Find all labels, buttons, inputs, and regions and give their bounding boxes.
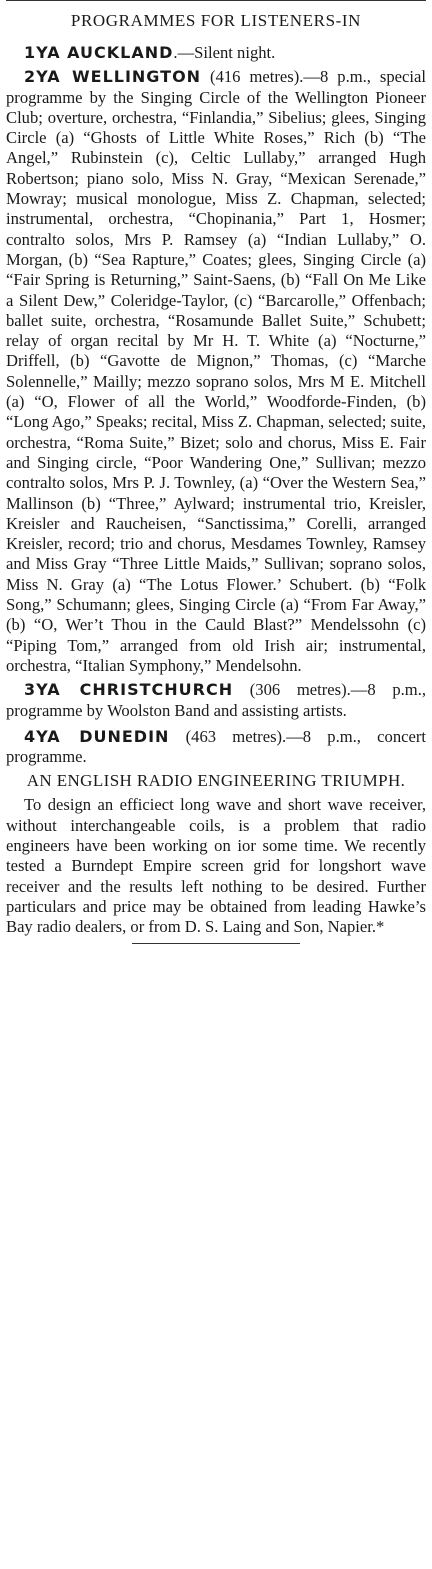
column-heading: PROGRAMMES FOR LISTENERS-IN xyxy=(70,11,362,30)
station-details: (306 metres).—8 p.m., programme by Woolston Band and assisting artists. xyxy=(6,680,426,720)
station-name: 3YA CHRISTCHURCH xyxy=(24,680,234,700)
bottom-rule xyxy=(132,943,300,944)
station-entry-wellington xyxy=(6,67,426,676)
article-body: To design an efficiect long wave and short wave receiver, without interchangeable coils, is a problem that radio engineers have been working on ior some time. We recently tested a Burndept Empire screen grid for longshort wave receiver and the results left nothing to be desired. Further particulars and price may be obtained from leading Hawke’s Bay radio dealers, or from D. S. Laing and Son, Napier.* xyxy=(6,795,426,937)
station-name: 2YA WELLINGTON xyxy=(24,67,202,87)
station-entry-christchurch xyxy=(6,680,426,721)
station-listings xyxy=(6,43,426,767)
station-name: 1YA AUCKLAND xyxy=(24,43,174,62)
station-entry-dunedin xyxy=(6,727,426,768)
article-title: AN ENGLISH RADIO ENGINEERING TRIUMPH. xyxy=(26,771,406,791)
station-entry-auckland xyxy=(6,43,426,63)
top-rule xyxy=(6,0,426,1)
article xyxy=(6,771,426,937)
station-details: (416 metres).—8 p.m., special programme by the Singing Circle of the Wellington Pioneer Club; overture, orchestra, “Finlandia,” Sibelius; glees, Singing Circle (a) “Ghosts of Little White Roses,” Rich (b) “The Angel,” Rubinstein (c), Celtic Lullaby,” arranged Hugh Robertson; piano solo, Miss N. Gray, “Mexican Serenade,” Mowray; musical monologue, Miss Z. Chapman, selected; instrumental, orchestra, “Chopinania,” Part 1, Hosmer; contralto solos, Mrs P. Ramsey (a) “Indian Lullaby,” O. Morgan, (b) “Sea Rapture,” Coates; glees, Singing Circle (a) “Fair Spring is Returning,” Saint-Saens, (b) “Fall On Me Like a Silent Dew,” Coleridge-Taylor, (c) “Barcarolle,” Offenbach; ballet suite, orchestra, “Rosamunde Ballet Suite,” Schubett; relay of organ recital by Mr H. T. White (a) “Nocturne,” Driffell, (b) “Gavotte de Mignon,” Thomas, (c) “Marche Solennelle,” Mailly; mezzo soprano solos, Mrs M E. Mitchell (a) “O, Flower of all the World,” Woodforde-Finden, (b) “Long Ago,” Speaks; recital, Miss Z. Chapman, selected; suite, orchestra, “Roma Suite,” Bizet; solo and chorus, Miss E. Fair and Singing circle, “Poor Wandering One,” Sullivan; mezzo contralto solos, Mrs P. J. Townley, (a) “Over the Western Sea,” Mallinson (b) “Three,” Aylward; instrumental trio, Kreisler, Kreisler and Raucheisen, “Sanctissima,” Corelli, arranged Kreisler, record; trio and chorus, Mesdames Townley, Ramsey and Miss Gray “Three Little Maids,” Sullivan; soprano solos, Miss N. Gray (a) “The Lotus Flower.’ Schubert. (b) “Folk Song,” Schumann; glees, Singing Circle (a) “From Far Away,” (b) “O, Wer’t Thou in the Cauld Blast?” Mendelssohn (c) “Piping Tom,” arranged from old Irish air; instrumental, orchestra, “Italian Symphony,” Mendelsohn. xyxy=(6,67,426,675)
station-name: 4YA DUNEDIN xyxy=(24,726,170,746)
station-details: .—Silent night. xyxy=(173,43,276,62)
station-details: (463 metres).—8 p.m., concert programme. xyxy=(6,726,427,767)
